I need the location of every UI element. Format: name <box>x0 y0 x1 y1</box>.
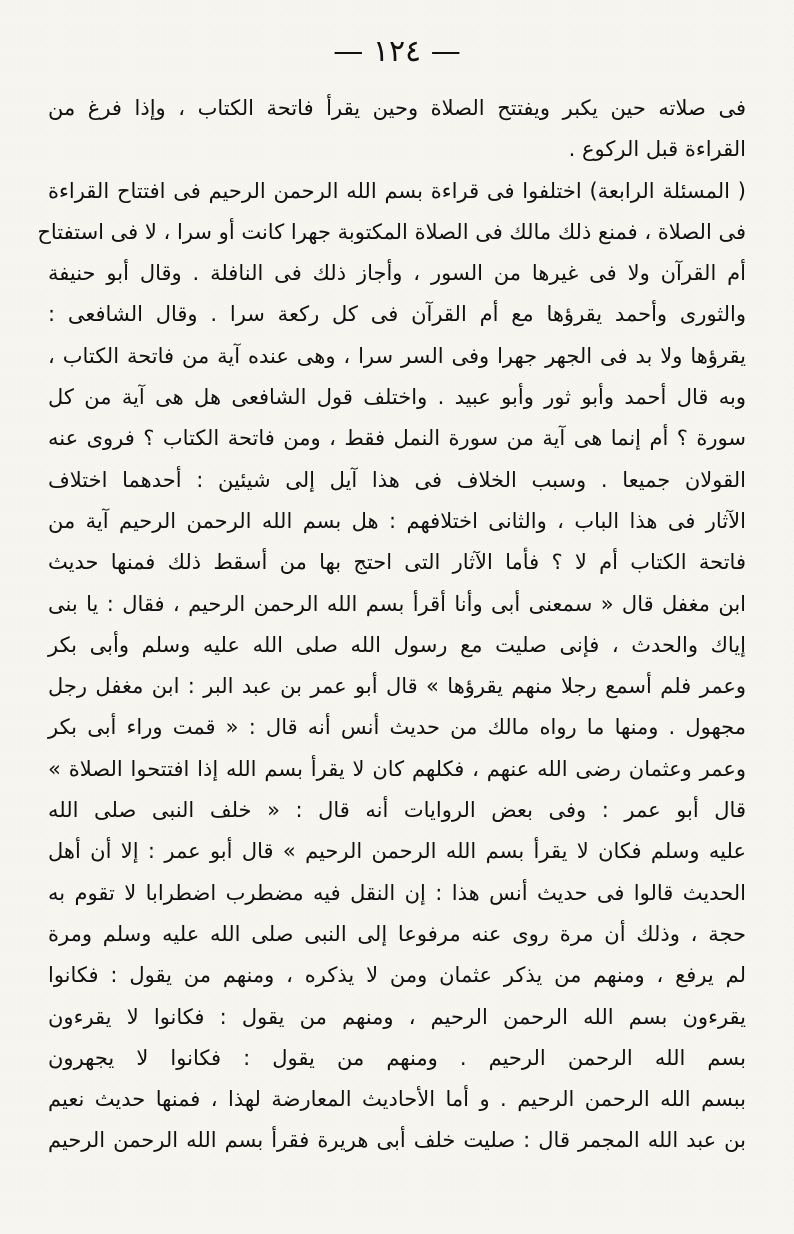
text-line: يقرؤها ولا بد فى الجهر جهرا وفى السر سرا ، وهى عنده آية من فاتحة الكتاب ، <box>48 343 746 368</box>
text-line: يقرءون بسم الله الرحمن الرحيم ، ومنهم من يقول : فكانوا لا يقرءون <box>48 1004 746 1029</box>
text-line: ببسم الله الرحمن الرحيم . و أما الأحاديث المعارضة لهذا ، فمنها حديث نعيم <box>48 1087 746 1112</box>
text-line: ( المسئلة الرابعة) اختلفوا فى قراءة بسم الله الرحمن الرحيم فى افتتاح القراءة <box>48 178 746 203</box>
paragraph <box>37 171 746 1162</box>
text-line: سورة ؟ أم إنما هى آية من سورة النمل فقط ، ومن فاتحة الكتاب ؟ فروى عنه <box>48 426 746 451</box>
text-line: لم يرفع ، ومنهم من يذكر عثمان ومن لا يذكره ، ومنهم من يقول : فكانوا <box>48 963 746 988</box>
page-number: — ١٢٤ — <box>333 34 461 69</box>
text-line: فاتحة الكتاب أم لا ؟ فأما الآثار التى احتج بها من أسقط ذلك فمنها حديث <box>48 550 746 575</box>
text-line: بن عبد الله المجمر قال : صليت خلف أبى هريرة فقرأ بسم الله الرحمن الرحيم <box>48 1128 746 1153</box>
text-line: وعمر فلم أسمع رجلا منهم يقرؤها » قال أبو عمر بن عبد البر : ابن مغفل رجل <box>48 674 746 699</box>
text-line: القولان جميعا . وسبب الخلاف فى هذا آيل إلى شيئين : أحدهما اختلاف <box>48 467 746 492</box>
text-line: الحديث قالوا فى حديث أنس هذا : إن النقل فيه مضطرب اضطرابا لا تقوم به <box>48 880 746 905</box>
text-line: قال أبو عمر : وفى بعض الروايات أنه قال : « خلف النبى صلى الله <box>48 798 746 823</box>
text-line: حجة ، وذلك أن مرة روى عنه مرفوعا إلى النبى صلى الله عليه وسلم ومرة <box>48 921 746 946</box>
text-line: وبه قال أحمد وأبو ثور وأبو عبيد . واختلف قول الشافعى هل هى آية من كل <box>48 385 746 410</box>
text-line: والثورى وأحمد يقرؤها مع أم القرآن فى كل ركعة سرا . وقال الشافعى : <box>48 302 746 327</box>
text-line: مجهول . ومنها ما رواه مالك من حديث أنس أنه قال : « قمت وراء أبى بكر <box>48 715 746 740</box>
paragraph <box>48 88 746 171</box>
page-body <box>37 88 746 1162</box>
text-line: بسم الله الرحمن الرحيم . ومنهم من يقول : فكانوا لا يجهرون <box>48 1045 746 1070</box>
text-line: القراءة قبل الركوع . <box>568 137 746 162</box>
text-line: فى صلاته حين يكبر ويفتتح الصلاة وحين يقرأ فاتحة الكتاب ، وإذا فرغ من <box>48 96 746 120</box>
text-line: أم القرآن ولا فى غيرها من السور ، وأجاز ذلك فى النافلة . وقال أبو حنيفة <box>48 261 746 286</box>
text-line: إياك والحدث ، فإنى صليت مع رسول الله صلى الله عليه وسلم وأبى بكر <box>48 632 746 657</box>
text-line: عليه وسلم فكان لا يقرأ بسم الله الرحمن الرحيم » قال أبو عمر : إلا أن أهل <box>48 839 746 864</box>
text-line: فى الصلاة ، فمنع ذلك مالك فى الصلاة المكتوبة جهرا كانت أو سرا ، لا فى استفتاح <box>37 219 746 244</box>
text-line: ابن مغفل قال « سمعنى أبى وأنا أقرأ بسم الله الرحمن الرحيم ، فقال : يا بنى <box>48 591 746 616</box>
text-line: الآثار فى هذا الباب ، والثانى اختلافهم : هل بسم الله الرحمن الرحيم آية من <box>48 508 746 533</box>
text-line: وعمر وعثمان رضى الله عنهم ، فكلهم كان لا يقرأ بسم الله إذا افتتحوا الصلاة » <box>48 756 746 781</box>
